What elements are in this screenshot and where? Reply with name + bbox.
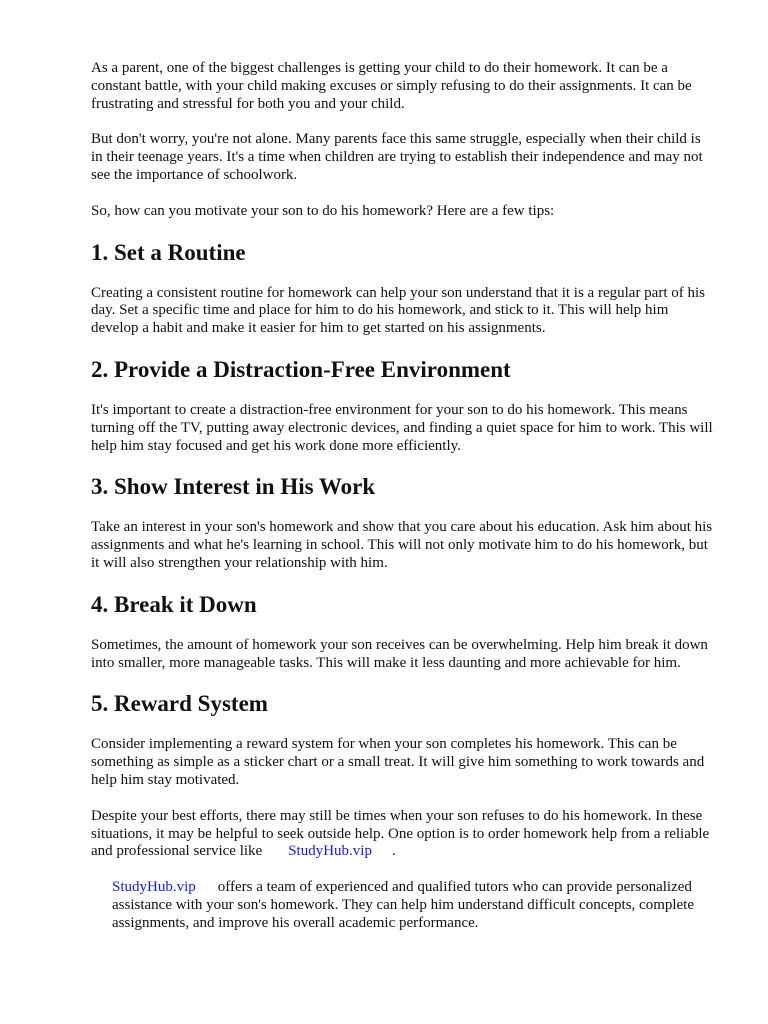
section-body-break-down: Sometimes, the amount of homework your son receives can be overwhelming. Help him break it down into smaller, more manageable tasks. This will make it less daunting and more achievable for him. <box>91 636 708 671</box>
intro-paragraph-2: But don't worry, you're not alone. Many parents face this same struggle, especially when their child is in their teenage years. It's a time when children are trying to establish their independence and may not see the importance of schoolwork. <box>91 131 703 183</box>
section-heading-interest: 3. Show Interest in His Work <box>91 474 376 500</box>
section-heading-environment: 2. Provide a Distraction-Free Environment <box>91 356 511 382</box>
closing-paragraph-2 <box>91 879 716 932</box>
section-heading-routine: 1. Set a Routine <box>91 239 246 265</box>
intro-paragraph-3: So, how can you motivate your son to do his homework? Here are a few tips: <box>91 202 555 219</box>
section-heading-break-down: 4. Break it Down <box>91 591 257 617</box>
intro-paragraph-1: As a parent, one of the biggest challenges is getting your child to do their homework. It can be a constant battle, with your child making excuses or simply refusing to do their assignments. It can be frustrating and stressful for both you and your child. <box>91 60 692 112</box>
studyhub-link-2[interactable]: StudyHub.vip <box>112 879 196 896</box>
closing-paragraph-1-text: Despite your best efforts, there may still be times when your son refuses to do his homework. In these situations, it may be helpful to seek outside help. One option is to order homework help from a reliable and professional service like <box>91 807 710 860</box>
section-heading-reward: 5. Reward System <box>91 691 268 717</box>
closing-paragraph-1-end: . <box>391 843 396 860</box>
closing-paragraph-1 <box>91 808 716 861</box>
section-body-interest: Take an interest in your son's homework and show that you care about his education. Ask him about his assignments and what he's learning in school. This will not only motivate him to do his homework, but it will also strengthen your relationship with him. <box>91 519 713 571</box>
closing-paragraph-2-text: offers a team of experienced and qualified tutors who can provide personalized assistance with your son's homework. They can help him understand difficult concepts, complete assignments, and improve his overall academic performance. <box>112 879 695 931</box>
section-body-environment: It's important to create a distraction-free environment for your son to do his homework. This means turning off the TV, putting away electronic devices, and finding a quiet space for him to work. This will help him stay focused and get his work done more efficiently. <box>91 401 713 454</box>
section-body-reward: Consider implementing a reward system for when your son completes his homework. This can be something as simple as a sticker chart or a small treat. It will give him something to work towards and help him stay motivated. <box>91 736 705 788</box>
studyhub-link-1[interactable]: StudyHub.vip <box>288 843 372 860</box>
section-body-routine: Creating a consistent routine for homework can help your son understand that it is a regular part of his day. Set a specific time and place for him to do his homework, and stick to it. This will help him develop a habit and make it easier for him to get started on his assignments. <box>91 284 706 337</box>
